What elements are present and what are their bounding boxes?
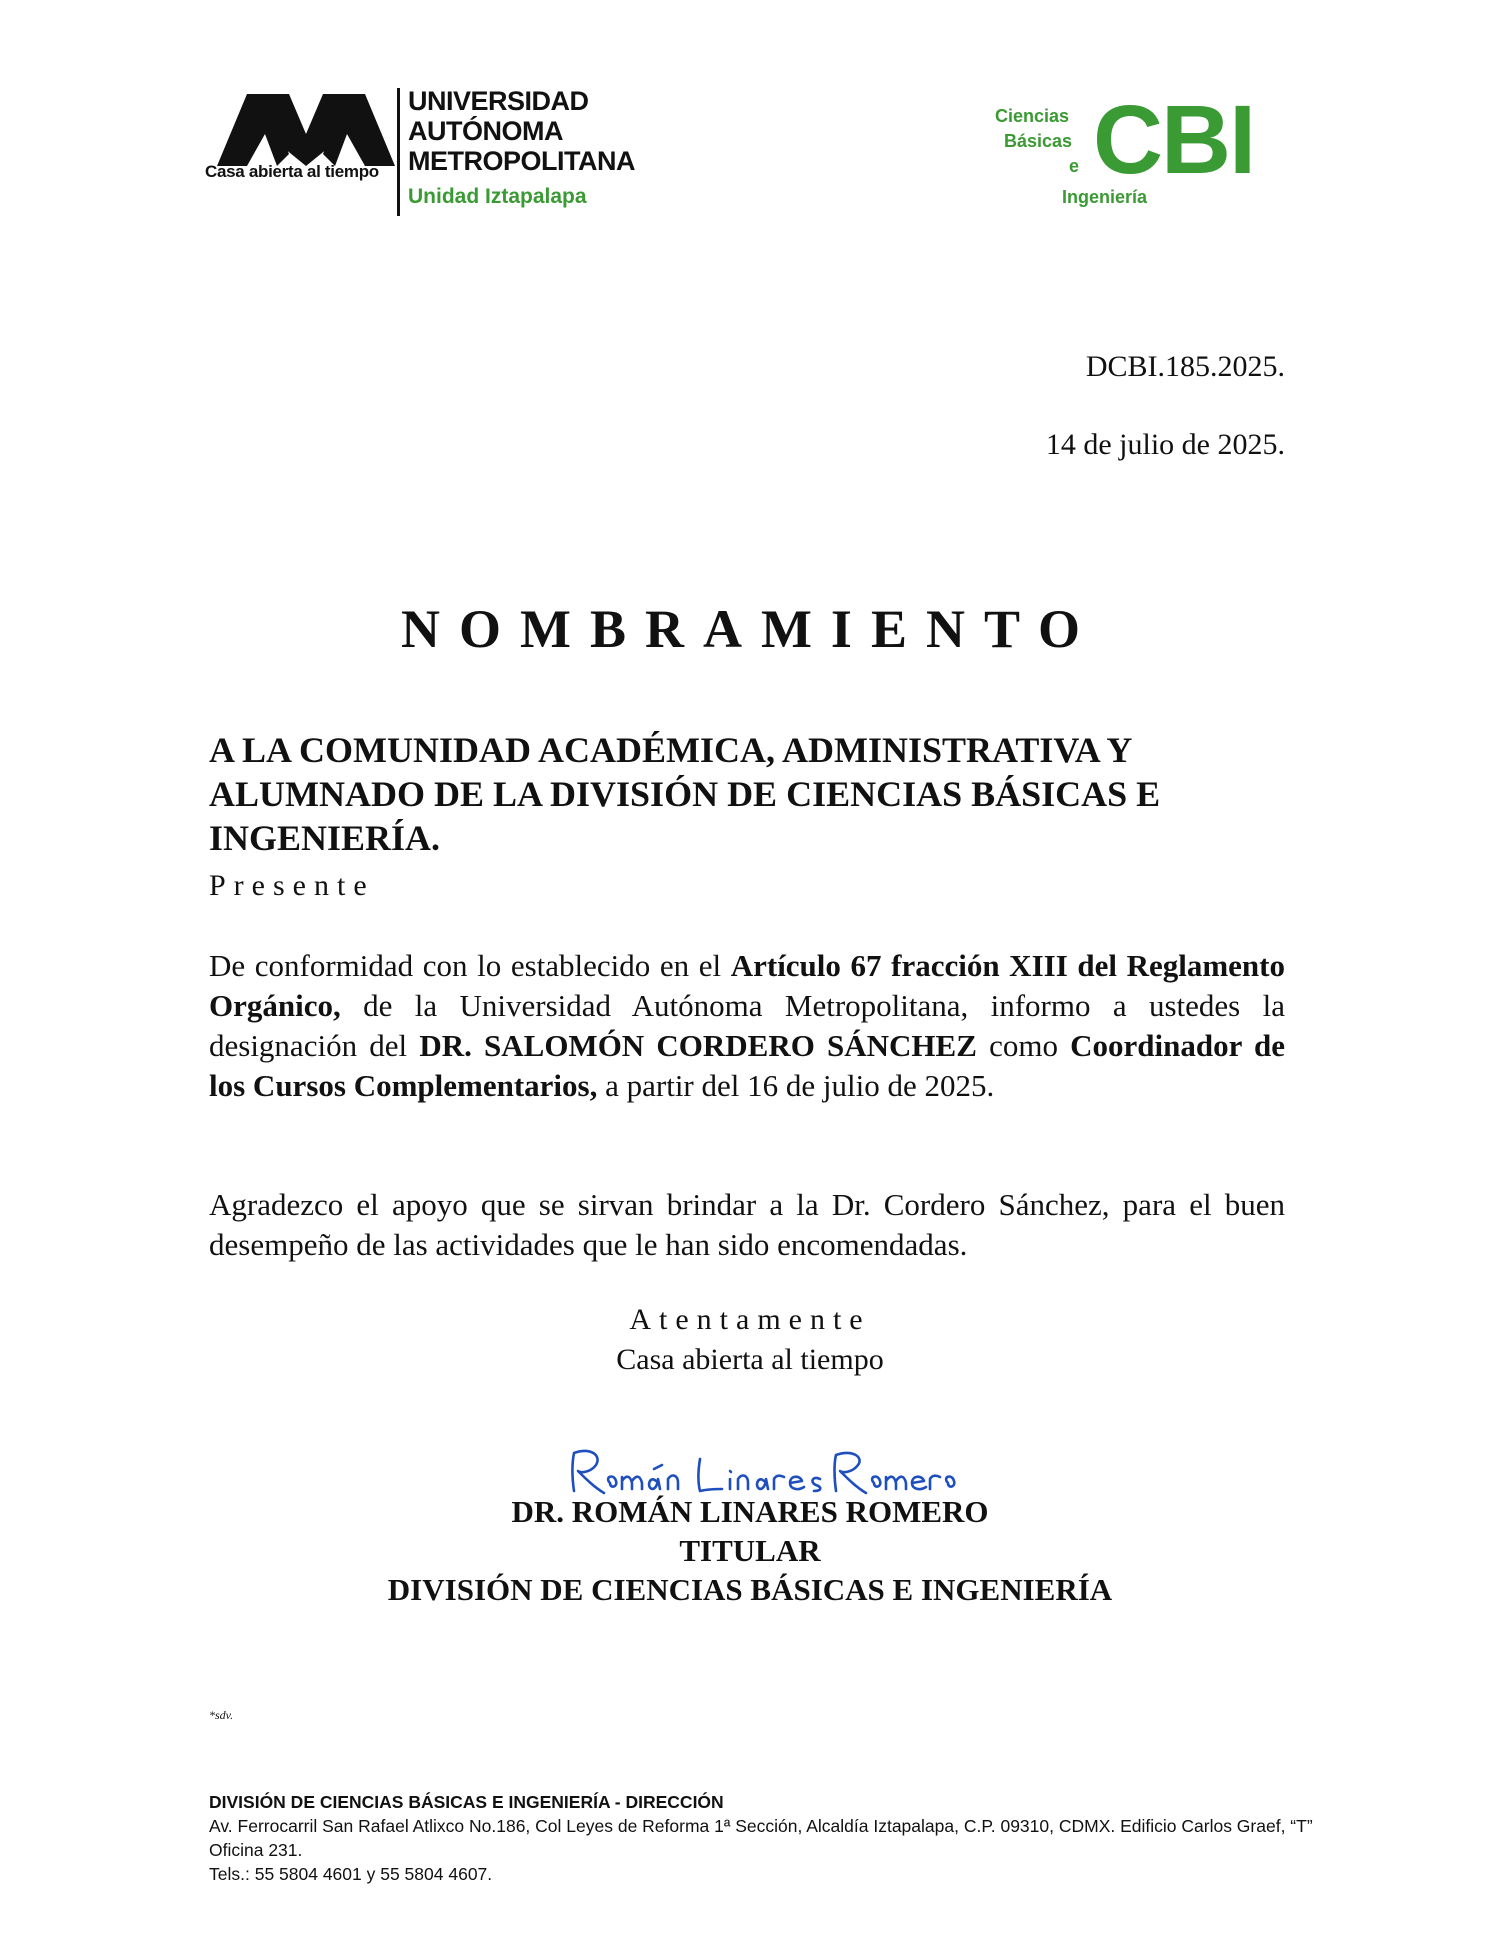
uam-motto: Casa abierta al tiempo [205,162,379,181]
text-run: De conformidad con lo establecido en el [209,948,731,983]
footer-title: DIVISIÓN DE CIENCIAS BÁSICAS E INGENIERÍA - DIRECCIÓN [209,1792,724,1812]
presente: Presente [209,869,375,902]
addressee: A LA COMUNIDAD ACADÉMICA, ADMINISTRATIVA Y ALUMNADO DE LA DIVISIÓN DE CIENCIAS BÁSICAS E INGENIERÍA. [209,730,1161,858]
signer-name: DR. ROMÁN LINARES ROMERO [511,1494,989,1529]
cbi-acronym: CBI [1093,85,1255,194]
bold-run: Artículo 67 fracción XIII del Reglamento Orgánico, [209,948,1285,1023]
text-run: como [976,1028,1071,1063]
uam-name-line: METROPOLITANA [408,146,635,176]
uam-name-line: AUTÓNOMA [408,116,563,146]
cbi-logo [995,85,1280,218]
footer-address: Av. Ferrocarril San Rafael Atlixco No.186, Col Leyes de Reforma 1ª Sección, Alcaldía Iztapalapa, C.P. 09310, CDMX. Edificio Carlos Graef, “T” Oficina 231. [209,1816,1313,1860]
bold-run: DR. SALOMÓN CORDERO SÁNCHEZ [419,1028,977,1063]
closing: Atentamente [629,1303,871,1336]
document-title: NOMBRAMIENTO [400,599,1100,659]
uam-unit: Unidad Iztapalapa [408,185,587,208]
signer-block [0,1492,1500,1609]
body-paragraph-2: Agradezco el apoyo que se sirvan brindar a la Dr. Cordero Sánchez, para el buen desempeño de las actividades que le han sido encomendadas. [209,1187,1285,1262]
uam-name-line: UNIVERSIDAD [408,86,589,116]
uam-emblem-icon [217,94,395,166]
footer [209,1790,1319,1886]
signer-role: TITULAR [679,1533,821,1568]
text-run: de la Universidad Autónoma Metropolitana, informo a ustedes la designación del [209,988,1285,1063]
uam-logo [205,86,635,220]
cbi-logo-line: Básicas [1004,131,1073,151]
closing-motto: Casa abierta al tiempo [616,1343,884,1376]
uam-name [408,86,635,176]
cbi-logo-line: Ciencias [995,106,1070,126]
signer-division: DIVISIÓN DE CIENCIAS BÁSICAS E INGENIERÍA [387,1572,1113,1607]
cbi-logo-line: e [1069,156,1080,176]
uam-logo-divider [397,88,400,216]
document-date: 14 de julio de 2025. [1045,428,1285,461]
text-run: a partir del 16 de julio de 2025. [597,1068,995,1103]
document-reference: DCBI.185.2025. [1085,350,1285,383]
initials: *sdv. [209,1708,234,1722]
cbi-logo-line: Ingeniería [1062,187,1148,207]
bold-run: Coordinador de los Cursos Complementarios, [209,1028,1286,1103]
footer-phones: Tels.: 55 5804 4601 y 55 5804 4607. [209,1864,493,1884]
body-paragraph-1 [209,946,1285,1106]
